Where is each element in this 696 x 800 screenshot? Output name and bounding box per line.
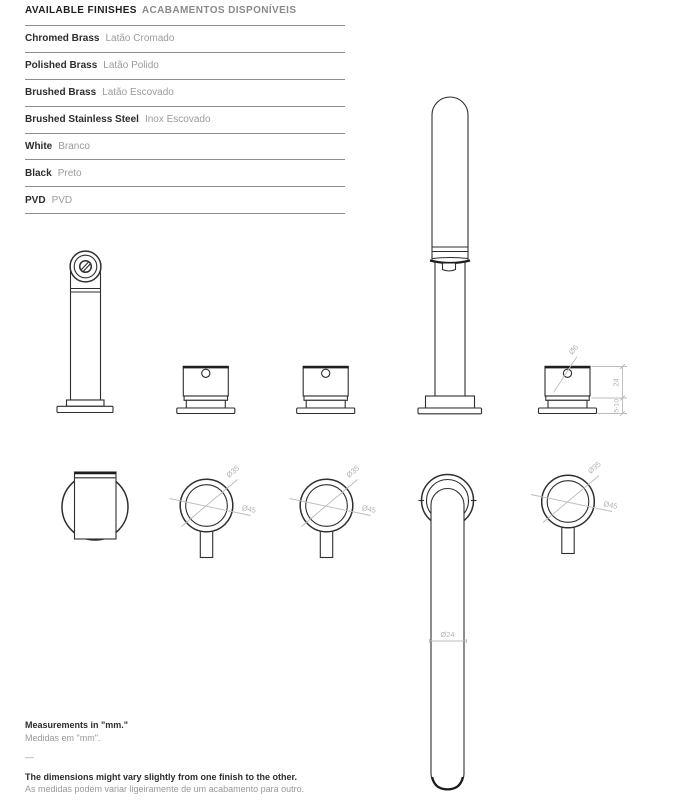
handle-top-view-a xyxy=(170,464,257,558)
disclaimer-pt: As medidas podem variar ligeiramente de um acabamento para outro. xyxy=(25,784,305,794)
dimension-label-handle-outer: Ø45 xyxy=(241,503,257,515)
finishes-title-en: AVAILABLE FINISHES xyxy=(25,5,137,16)
finish-name-en: Polished Brass xyxy=(25,60,98,72)
handle-side-view-c xyxy=(539,366,597,413)
dimension-label-handle-outer: Ø45 xyxy=(361,503,377,515)
handle-top-view-b xyxy=(290,464,377,558)
handle-top-view-c xyxy=(531,460,618,554)
dimension-label-handle-inner: Ø35 xyxy=(344,463,362,480)
side-spray-side-view xyxy=(57,251,113,412)
finish-name-pt: Branco xyxy=(58,141,90,152)
disclaimer-en: The dimensions might vary slightly from one finish to the other. xyxy=(25,771,298,782)
dimension-label-handle-outer: Ø45 xyxy=(602,499,619,511)
notes-separator: — xyxy=(25,752,34,762)
finishes-title-pt: ACABAMENTOS DISPONÍVEIS xyxy=(141,5,297,16)
finish-name-pt: Latão Escovado xyxy=(102,87,174,99)
handle-side-view-b xyxy=(297,366,355,413)
finish-name-pt: PVD xyxy=(51,194,73,206)
finish-name-en: Black xyxy=(25,167,52,179)
finish-name-en: Chromed Brass xyxy=(25,33,100,45)
dimension-label-handle-screw: Ø6 xyxy=(566,342,581,357)
finish-name-pt: Latão Cromado xyxy=(105,33,175,45)
finish-name-en: Brushed Brass xyxy=(25,87,97,99)
measurements-note-pt: Medidas em "mm". xyxy=(25,732,101,743)
finish-name-pt: Inox Escovado xyxy=(144,114,211,126)
spout-outlet xyxy=(443,264,456,272)
spout-top-view xyxy=(419,475,477,791)
side-spray-top-view xyxy=(62,472,128,540)
finish-name-en: Brushed Stainless Steel xyxy=(25,114,139,126)
finish-name-pt: Preto xyxy=(57,167,82,179)
dimension-label-handle-inner: Ø35 xyxy=(586,459,603,476)
measurements-note-en: Measurements in "mm." xyxy=(25,720,129,730)
handle-side-view-a xyxy=(177,366,235,413)
finish-name-en: White xyxy=(25,141,53,152)
dimension-label-handle-inner: Ø35 xyxy=(224,463,242,480)
spout-side-view xyxy=(418,97,482,414)
dimension-label-mount-range: 5-10 xyxy=(613,398,621,413)
dimension-label-spout-diameter: Ø24 xyxy=(440,630,455,639)
footer-notes xyxy=(25,719,304,796)
finish-name-en: PVD xyxy=(25,194,46,206)
dimension-label-handle-height: 24 xyxy=(611,378,621,387)
finish-name-pt: Latão Polido xyxy=(103,60,159,72)
